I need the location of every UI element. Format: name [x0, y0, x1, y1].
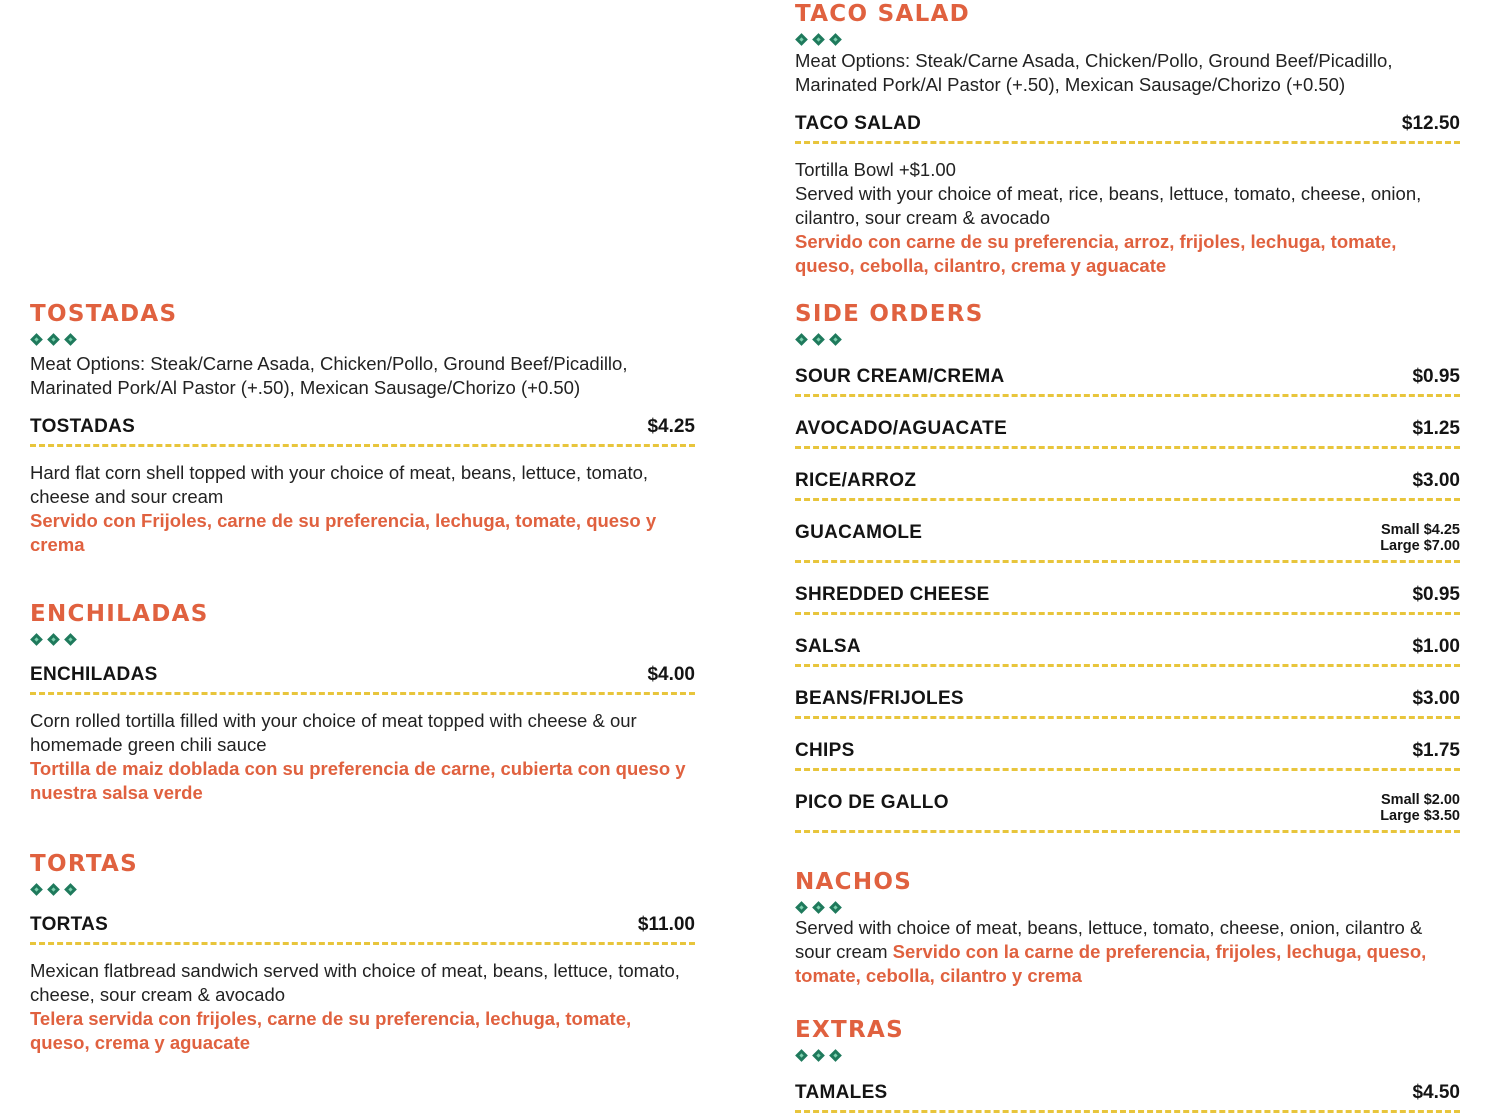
menu-item-row [30, 416, 695, 447]
section-title: EXTRAS [795, 1017, 905, 1043]
extras-section [795, 1016, 1460, 1113]
side-order-row [795, 740, 1460, 771]
diamond-ornament-icon [30, 882, 695, 896]
tortas-section [30, 850, 695, 1055]
tostadas-section [30, 300, 695, 557]
item-description: Served with choice of meat, beans, lettuce, tomato, cheese, onion, cilantro & sour cream [795, 917, 1423, 962]
item-price: $4.50 [1412, 1082, 1460, 1103]
item-price-sizes [1380, 522, 1460, 554]
item-description-spanish: Servido con carne de su preferencia, arroz, frijoles, lechuga, tomate, queso, cebolla, cilantro, crema y aguacate [795, 231, 1397, 276]
side-order-row [795, 522, 1460, 563]
section-title: SIDE ORDERS [795, 301, 984, 327]
taco-salad-section [795, 0, 1460, 278]
item-price: $4.00 [647, 664, 695, 685]
item-price: $1.00 [1412, 636, 1460, 657]
item-price: $1.25 [1412, 418, 1460, 439]
side-order-row [795, 688, 1460, 719]
side-orders-section [795, 300, 1460, 833]
item-description: Mexican flatbread sandwich served with choice of meat, beans, lettuce, tomato, cheese, sour cream & avocado [30, 960, 680, 1005]
diamond-ornament-icon [795, 900, 1460, 914]
section-title: NACHOS [795, 869, 913, 895]
menu-item-row [795, 1082, 1460, 1113]
price-large: Large $7.00 [1380, 538, 1460, 554]
item-description-spanish: Servido con Frijoles, carne de su preferencia, lechuga, tomate, queso y crema [30, 510, 657, 555]
diamond-ornament-icon [30, 332, 695, 346]
item-price: $3.00 [1412, 470, 1460, 491]
item-name: TORTAS [30, 914, 109, 935]
item-name: BEANS/FRIJOLES [795, 688, 964, 709]
item-name: GUACAMOLE [795, 522, 923, 543]
diamond-ornament-icon [795, 332, 1460, 346]
side-order-row [795, 792, 1460, 833]
item-price: $12.50 [1401, 113, 1460, 134]
item-name: ENCHILADAS [30, 664, 158, 685]
side-order-row [795, 366, 1460, 397]
item-name: SOUR CREAM/CREMA [795, 366, 1005, 387]
diamond-ornament-icon [30, 632, 695, 646]
item-description-block [795, 916, 1460, 988]
section-title: TOSTADAS [30, 301, 178, 327]
section-title: ENCHILADAS [30, 601, 209, 627]
item-description-spanish: Servido con la carne de preferencia, frijoles, lechuga, queso, tomate, cebolla, cilantro y crema [795, 941, 1427, 986]
item-name: PICO DE GALLO [795, 792, 949, 813]
enchiladas-section [30, 600, 695, 805]
price-small: Small $4.25 [1381, 522, 1460, 538]
item-name: AVOCADO/AGUACATE [795, 418, 1008, 439]
side-order-row [795, 418, 1460, 449]
item-description: Served with your choice of meat, rice, beans, lettuce, tomato, cheese, onion, cilantro, sour cream & avocado [795, 183, 1422, 228]
item-name: TAMALES [795, 1082, 888, 1103]
item-price: $4.25 [647, 416, 695, 437]
item-price: $0.95 [1412, 584, 1460, 605]
menu-item-row [795, 113, 1460, 144]
nachos-section [795, 868, 1460, 988]
menu-item-row [30, 664, 695, 695]
item-price: $1.75 [1412, 740, 1460, 761]
price-large: Large $3.50 [1380, 808, 1460, 824]
diamond-ornament-icon [795, 32, 1460, 46]
item-description: Corn rolled tortilla filled with your choice of meat topped with cheese & our homemade green chili sauce [30, 710, 637, 755]
item-name: SHREDDED CHEESE [795, 584, 990, 605]
price-small: Small $2.00 [1381, 792, 1460, 808]
tortilla-bowl-note: Tortilla Bowl +$1.00 [795, 159, 956, 180]
side-order-row [795, 636, 1460, 667]
section-title: TORTAS [30, 851, 138, 877]
item-description: Hard flat corn shell topped with your choice of meat, beans, lettuce, tomato, cheese and sour cream [30, 462, 649, 507]
meat-options: Meat Options: Steak/Carne Asada, Chicken/Pollo, Ground Beef/Picadillo, Marinated Pork/Al Pastor (+.50), Mexican Sausage/Chorizo (+0.50) [795, 50, 1393, 95]
item-name: SALSA [795, 636, 861, 657]
item-description-spanish: Tortilla de maiz doblada con su preferencia de carne, cubierta con queso y nuestra salsa verde [30, 758, 686, 803]
diamond-ornament-icon [795, 1048, 1460, 1062]
side-order-row [795, 470, 1460, 501]
item-name: CHIPS [795, 740, 855, 761]
side-order-row [795, 584, 1460, 615]
item-name: TACO SALAD [795, 113, 922, 134]
item-name: TOSTADAS [30, 416, 136, 437]
item-name: RICE/ARROZ [795, 470, 917, 491]
section-title: TACO SALAD [795, 1, 971, 27]
item-price: $3.00 [1412, 688, 1460, 709]
item-price: $11.00 [637, 914, 695, 935]
item-price: $0.95 [1412, 366, 1460, 387]
menu-item-row [30, 914, 695, 945]
item-price-sizes [1380, 792, 1460, 824]
item-description-spanish: Telera servida con frijoles, carne de su preferencia, lechuga, tomate, queso, crema y aguacate [30, 1008, 632, 1053]
meat-options: Meat Options: Steak/Carne Asada, Chicken/Pollo, Ground Beef/Picadillo, Marinated Pork/Al Pastor (+.50), Mexican Sausage/Chorizo (+0.50) [30, 353, 628, 398]
